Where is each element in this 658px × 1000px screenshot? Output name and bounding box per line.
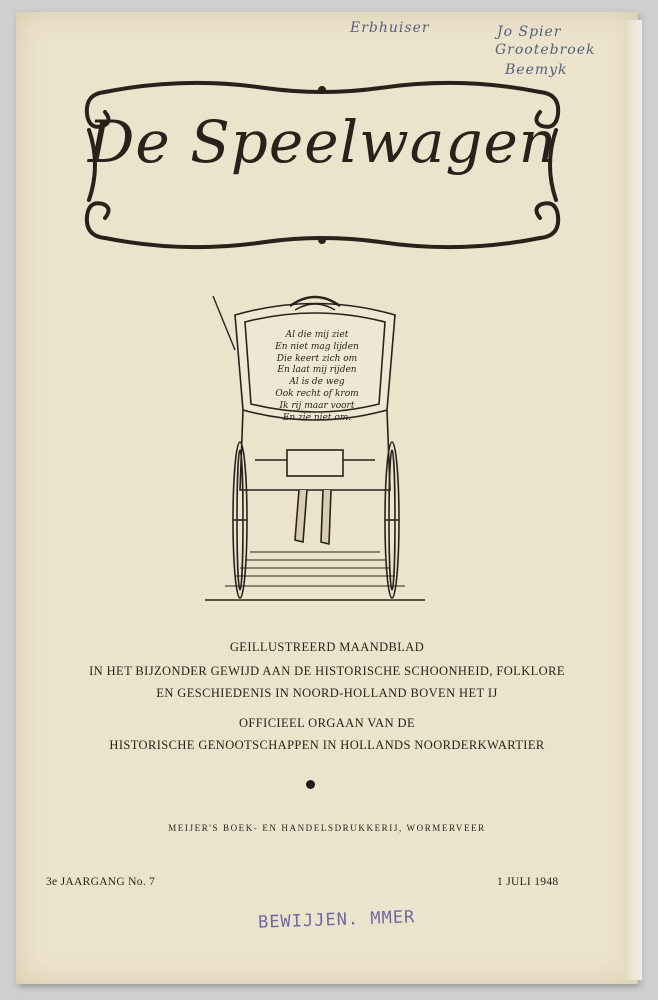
bullet-ornament <box>306 780 315 789</box>
poem-line: Al is de weg <box>289 377 345 388</box>
subtitle-line-1: GEILLUSTREERD MAANDBLAD <box>229 640 425 654</box>
page-edge <box>624 20 642 980</box>
library-stamp: BEWIJJEN. MMER <box>257 907 416 933</box>
poem-line: Die keert zich om <box>276 353 358 364</box>
poem-line: En niet mag lijden <box>275 341 359 352</box>
printer-credit: MEIJER'S BOEK- EN HANDELSDRUKKERIJ, WORMERVEER <box>168 823 486 833</box>
subtitle-line-2: IN HET BIJZONDER GEWIJD AAN DE HISTORISCHE SCHOONHEID, FOLKLORE <box>89 664 565 678</box>
cart-poem <box>252 330 382 424</box>
handwritten-note-left: Erbhuiser <box>350 20 430 36</box>
poem-line: Ook recht of krom <box>275 388 359 399</box>
poem-line: En laat mij rijden <box>277 365 357 376</box>
volume-number: 3e JAARGANG No. 7 <box>46 876 156 888</box>
poem-line: Ik rij maar voort <box>279 400 355 411</box>
poem-line: Al die mij ziet <box>285 330 349 340</box>
handwritten-note-right-3: Beemyk <box>505 62 568 78</box>
subtitle-line-3: EN GESCHIEDENIS IN NOORD-HOLLAND BOVEN HET IJ <box>156 686 498 700</box>
masthead-title: De Speelwagen <box>87 108 558 176</box>
subtitle-line-5: HISTORISCHE GENOOTSCHAPPEN IN HOLLANDS NOORDERKWARTIER <box>109 738 545 752</box>
subtitle-line-4: OFFICIEEL ORGAAN VAN DE <box>239 716 415 730</box>
issue-date: 1 JULI 1948 <box>497 876 559 888</box>
handwritten-note-right-2: Grootebroek <box>495 42 596 58</box>
handwritten-note-right-1: Jo Spier <box>497 24 562 40</box>
poem-line: En zie niet om. <box>282 412 352 423</box>
